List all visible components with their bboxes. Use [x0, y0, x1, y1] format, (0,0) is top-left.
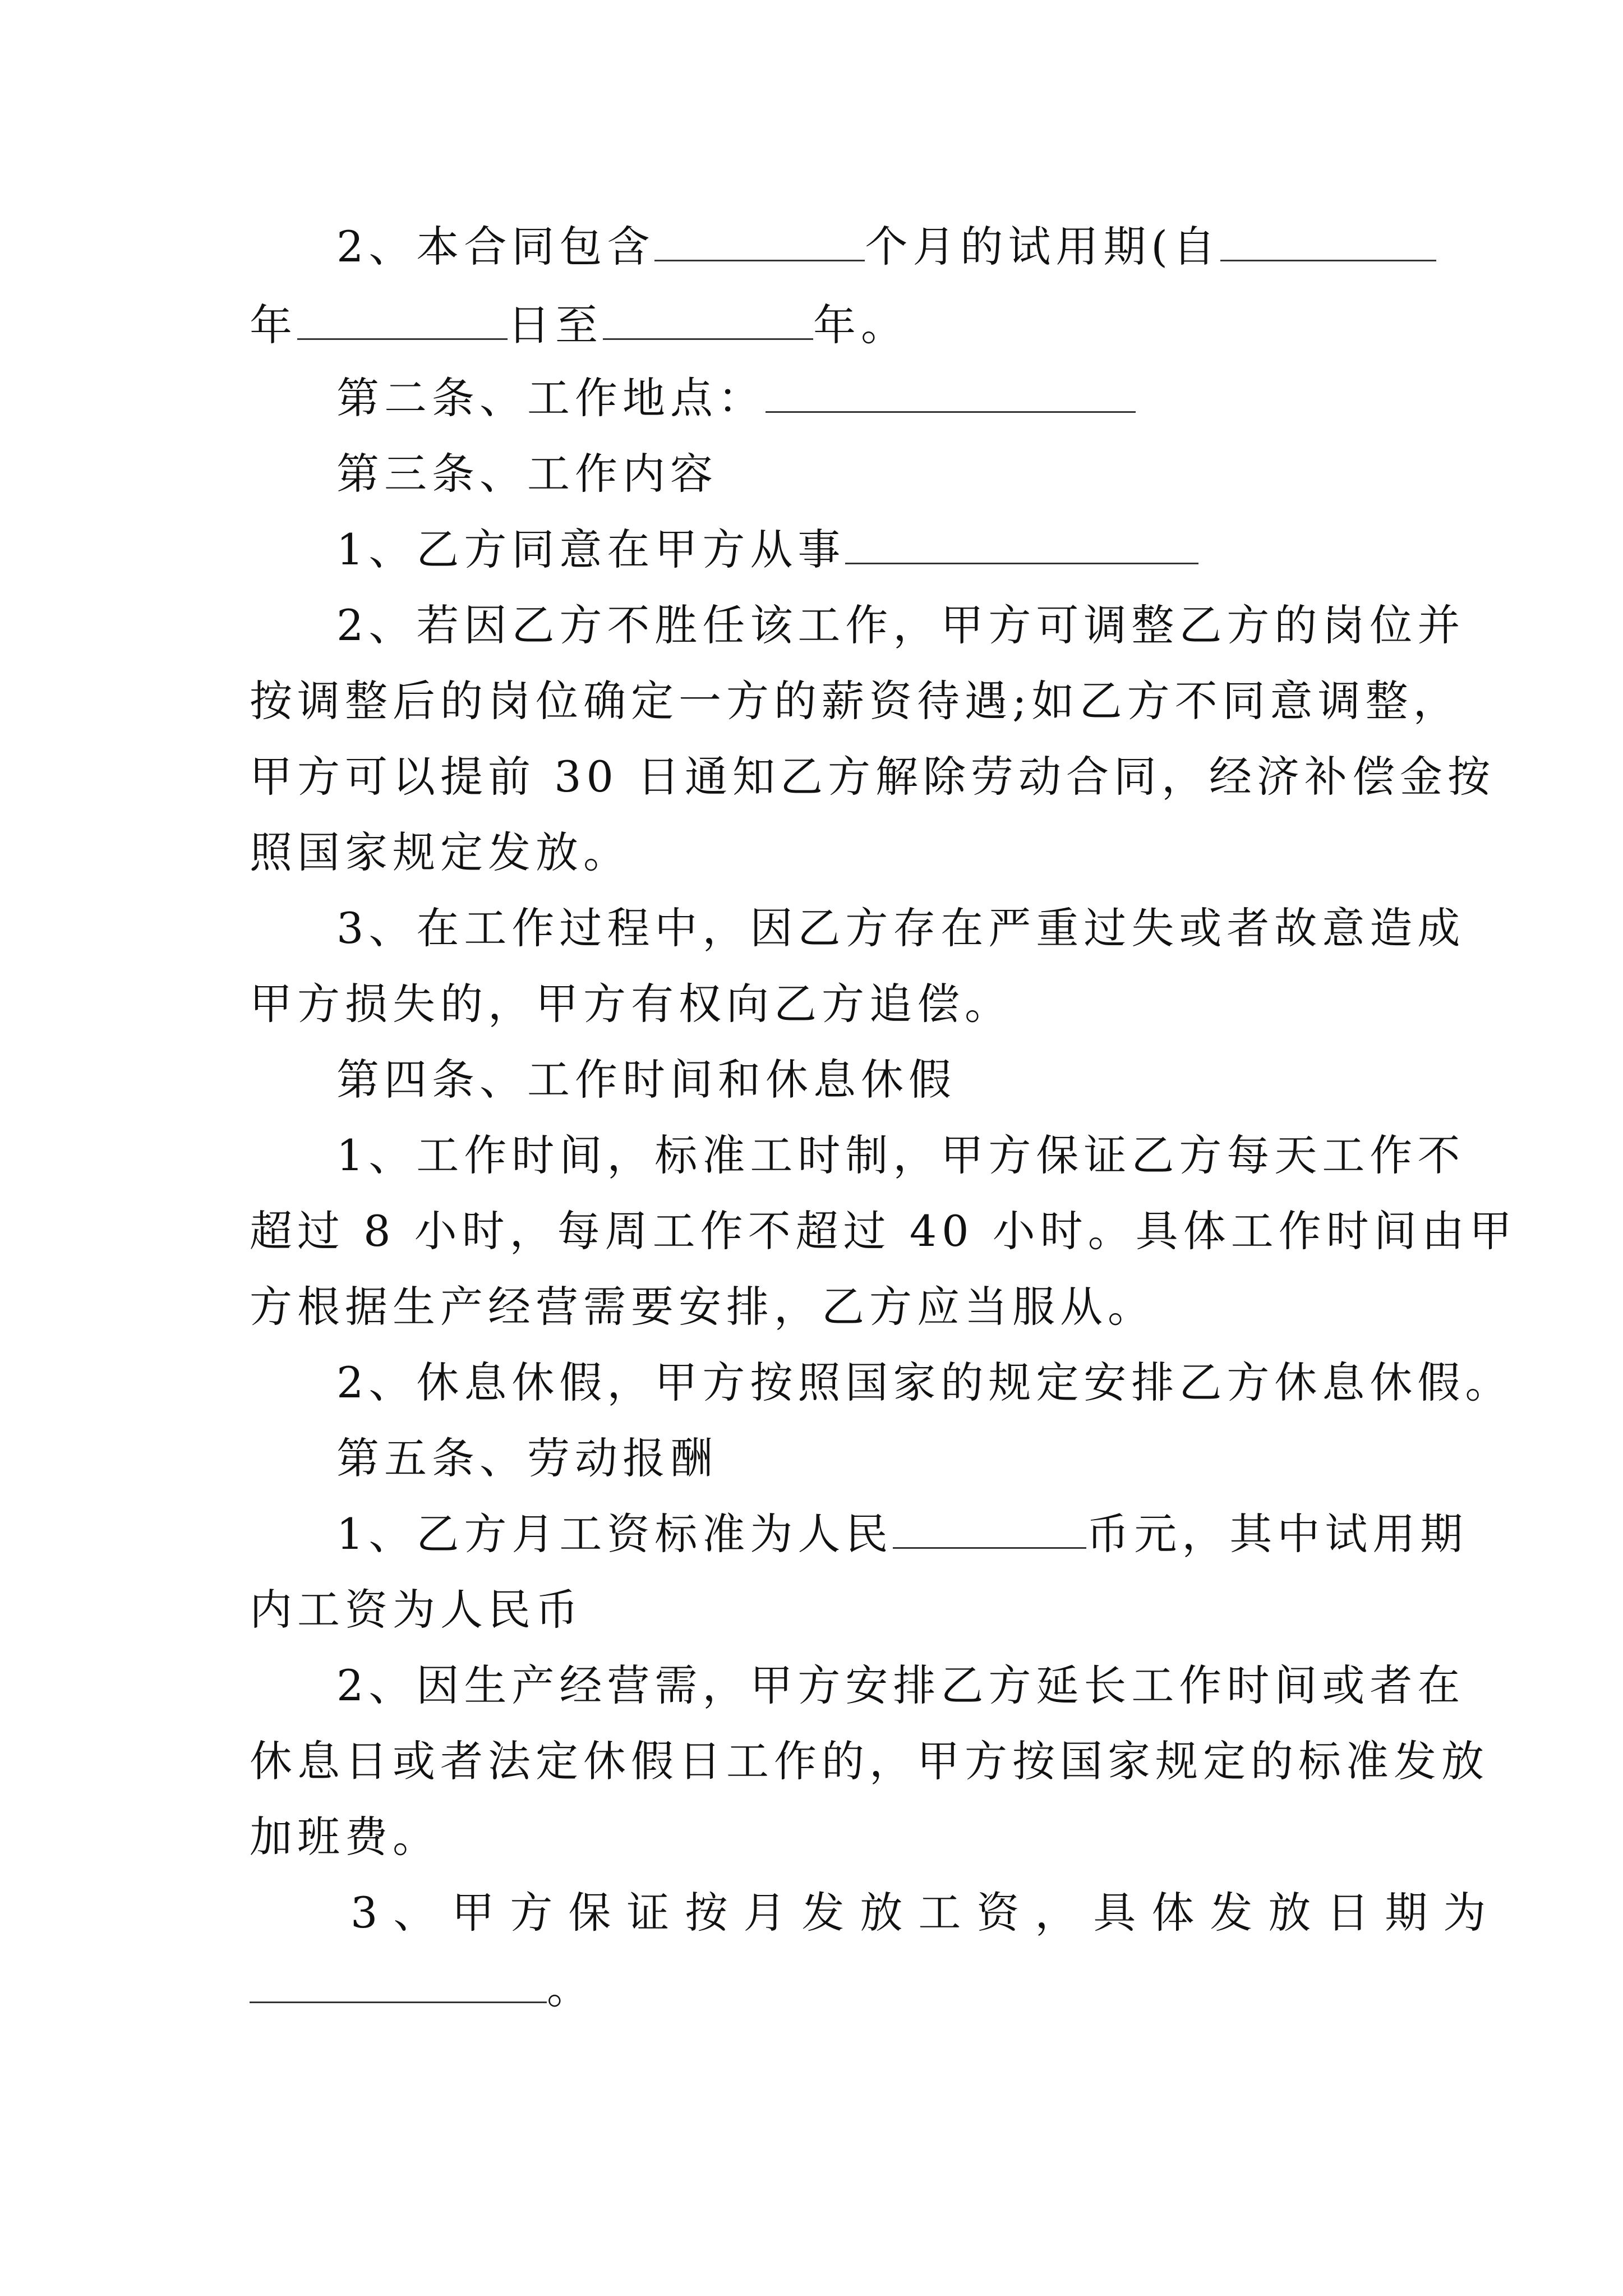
- paragraph-line: 2、若因乙方不胜任该工作，甲方可调整乙方的岗位并: [336, 600, 1465, 650]
- article-5-heading: 第五条、劳动报酬: [336, 1433, 718, 1483]
- paragraph-line: 3、在工作过程中，因乙方存在严重过失或者故意造成: [336, 903, 1465, 953]
- paragraph-line: 甲方损失的，甲方有权向乙方追偿。: [250, 979, 1012, 1029]
- paragraph-line: 2、休息休假，甲方按照国家的规定安排乙方休息休假。: [336, 1358, 1513, 1407]
- line-pay-date-blank: 。: [250, 1961, 594, 2017]
- blank-start-day: [297, 302, 508, 340]
- paragraph-line: 2、因生产经营需，甲方安排乙方延长工作时间或者在: [336, 1660, 1465, 1710]
- blank-probation-start: [1220, 224, 1436, 261]
- article-4-heading: 第四条、工作时间和休息休假: [336, 1055, 956, 1105]
- line-job-position: 1、乙方同意在甲方从事: [336, 522, 1198, 578]
- paragraph-line: 休息日或者法定休假日工作的，甲方按国家规定的标准发放: [250, 1736, 1489, 1786]
- paragraph-line: 1、工作时间，标准工时制，甲方保证乙方每天工作不: [336, 1130, 1465, 1180]
- blank-job: [845, 527, 1198, 564]
- line-probation: 2、本合同包含 个月的试用期(自: [336, 219, 1436, 275]
- line-probation-dates: 年 日至 年。: [250, 300, 909, 350]
- line-monthly-salary: 1、乙方月工资标准为人民 币元，其中试用期: [336, 1509, 1468, 1559]
- blank-salary: [893, 1511, 1086, 1549]
- paragraph-line: 照国家规定发放。: [250, 827, 631, 877]
- blank-probation-months: [654, 224, 865, 261]
- paragraph-line: 甲方可以提前 30 日通知乙方解除劳动合同，经济补偿金按: [250, 752, 1496, 802]
- blank-pay-date: [250, 1966, 547, 2003]
- article-3-heading: 第三条、工作内容: [336, 449, 718, 499]
- paragraph-line: 加班费。: [250, 1812, 440, 1862]
- paragraph-line: 按调整后的岗位确定一方的薪资待遇;如乙方不同意调整，: [250, 676, 1461, 726]
- blank-work-location: [766, 375, 1136, 413]
- article-2-heading: 第二条、工作地点：: [336, 370, 1136, 426]
- paragraph-line: 超过 8 小时，每周工作不超过 40 小时。具体工作时间由甲: [250, 1206, 1517, 1256]
- line-pay-date: 3、甲方保证按月发放工资，具体发放日期为: [351, 1888, 1502, 1938]
- blank-end-year: [603, 302, 813, 340]
- paragraph-line: 内工资为人民币: [250, 1585, 583, 1635]
- paragraph-line: 方根据生产经营需要安排，乙方应当服从。: [250, 1282, 1155, 1332]
